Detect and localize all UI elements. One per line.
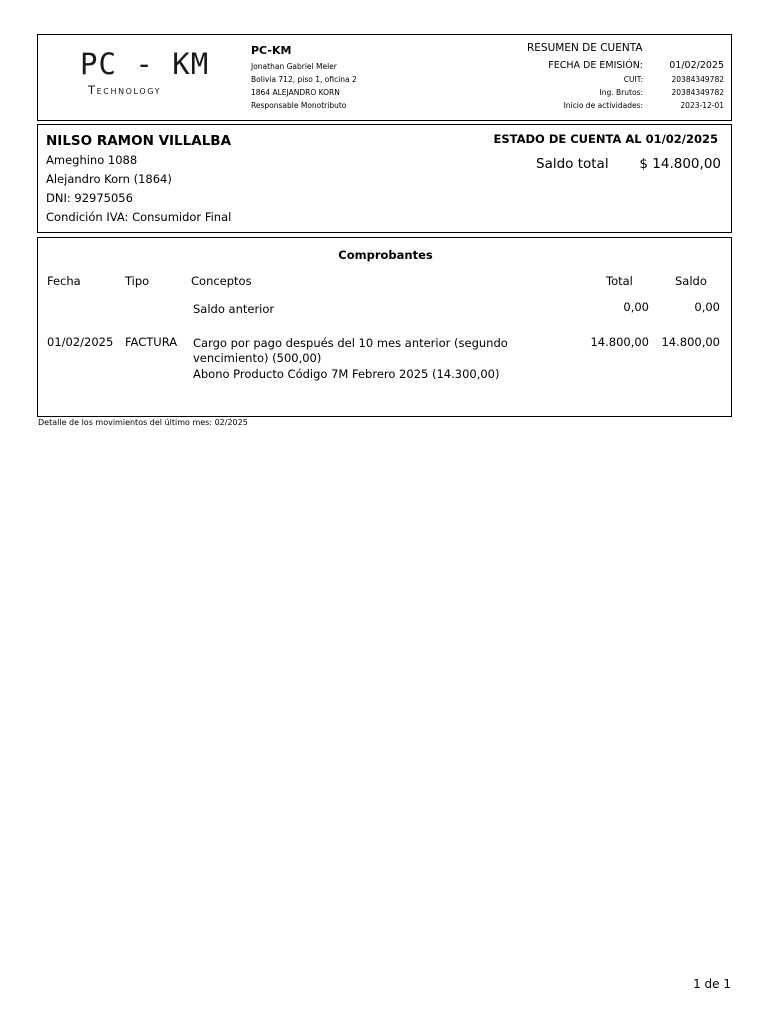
column-header-conceptos: Conceptos [191,274,252,288]
emission-date-label: FECHA DE EMISIÓN: [548,60,643,71]
business-name: PC-KM [251,44,292,57]
client-name: NILSO RAMON VILLALBA [46,133,232,149]
business-address: Bolivia 712, piso 1, oficina 2 [251,75,357,84]
row-concepto-line-2: vencimiento) (500,00) [193,351,322,365]
cuit-label: CUIT: [623,75,643,84]
column-header-fecha: Fecha [47,274,81,288]
row-fecha: 01/02/2025 [47,335,114,349]
ing-brutos-label: Ing. Brutos: [599,88,643,97]
activity-start-value: 2023-12-01 [680,101,724,110]
client-section [37,124,732,233]
balance-value: $ 14.800,00 [639,156,721,172]
column-header-tipo: Tipo [125,274,150,288]
cuit-value: 20384349782 [671,75,724,84]
business-city: 1864 ALEJANDRO KORN [251,88,340,97]
row-concepto: Saldo anterior [193,302,275,316]
activity-start-label: Inicio de actividades: [563,101,643,110]
row-saldo: 0,00 [694,300,720,314]
column-header-saldo: Saldo [675,274,707,288]
client-city: Alejandro Korn (1864) [46,172,172,186]
page-number: 1 de 1 [693,977,731,991]
row-tipo: FACTURA [125,335,178,349]
comprobantes-title: Comprobantes [338,248,433,262]
company-logo: PC - KM [80,47,210,81]
business-owner: Jonathan Gabriel Meler [251,62,337,71]
row-concepto-line-1: Cargo por pago después del 10 mes anterior (segundo [193,336,508,350]
invoice-header [37,34,732,121]
movements-detail-note: Detalle de los movimientos del último mes: 02/2025 [38,418,248,427]
column-header-total: Total [606,274,633,288]
document-title: RESUMEN DE CUENTA [527,42,643,54]
comprobantes-table [37,237,732,417]
balance-label: Saldo total [536,156,609,172]
client-address: Ameghino 1088 [46,153,138,167]
account-status-title: ESTADO DE CUENTA AL 01/02/2025 [493,132,718,146]
client-dni: DNI: 92975056 [46,191,133,205]
row-saldo: 14.800,00 [661,335,720,349]
row-concepto-line-3: Abono Producto Código 7M Febrero 2025 (14.300,00) [193,367,500,381]
company-logo-subtitle: Technology [88,83,162,97]
business-tax-status: Responsable Monotributo [251,101,347,110]
row-total: 0,00 [623,300,649,314]
emission-date-value: 01/02/2025 [669,60,724,71]
row-total: 14.800,00 [590,335,649,349]
ing-brutos-value: 20384349782 [671,88,724,97]
client-iva-condition: Condición IVA: Consumidor Final [46,210,232,224]
